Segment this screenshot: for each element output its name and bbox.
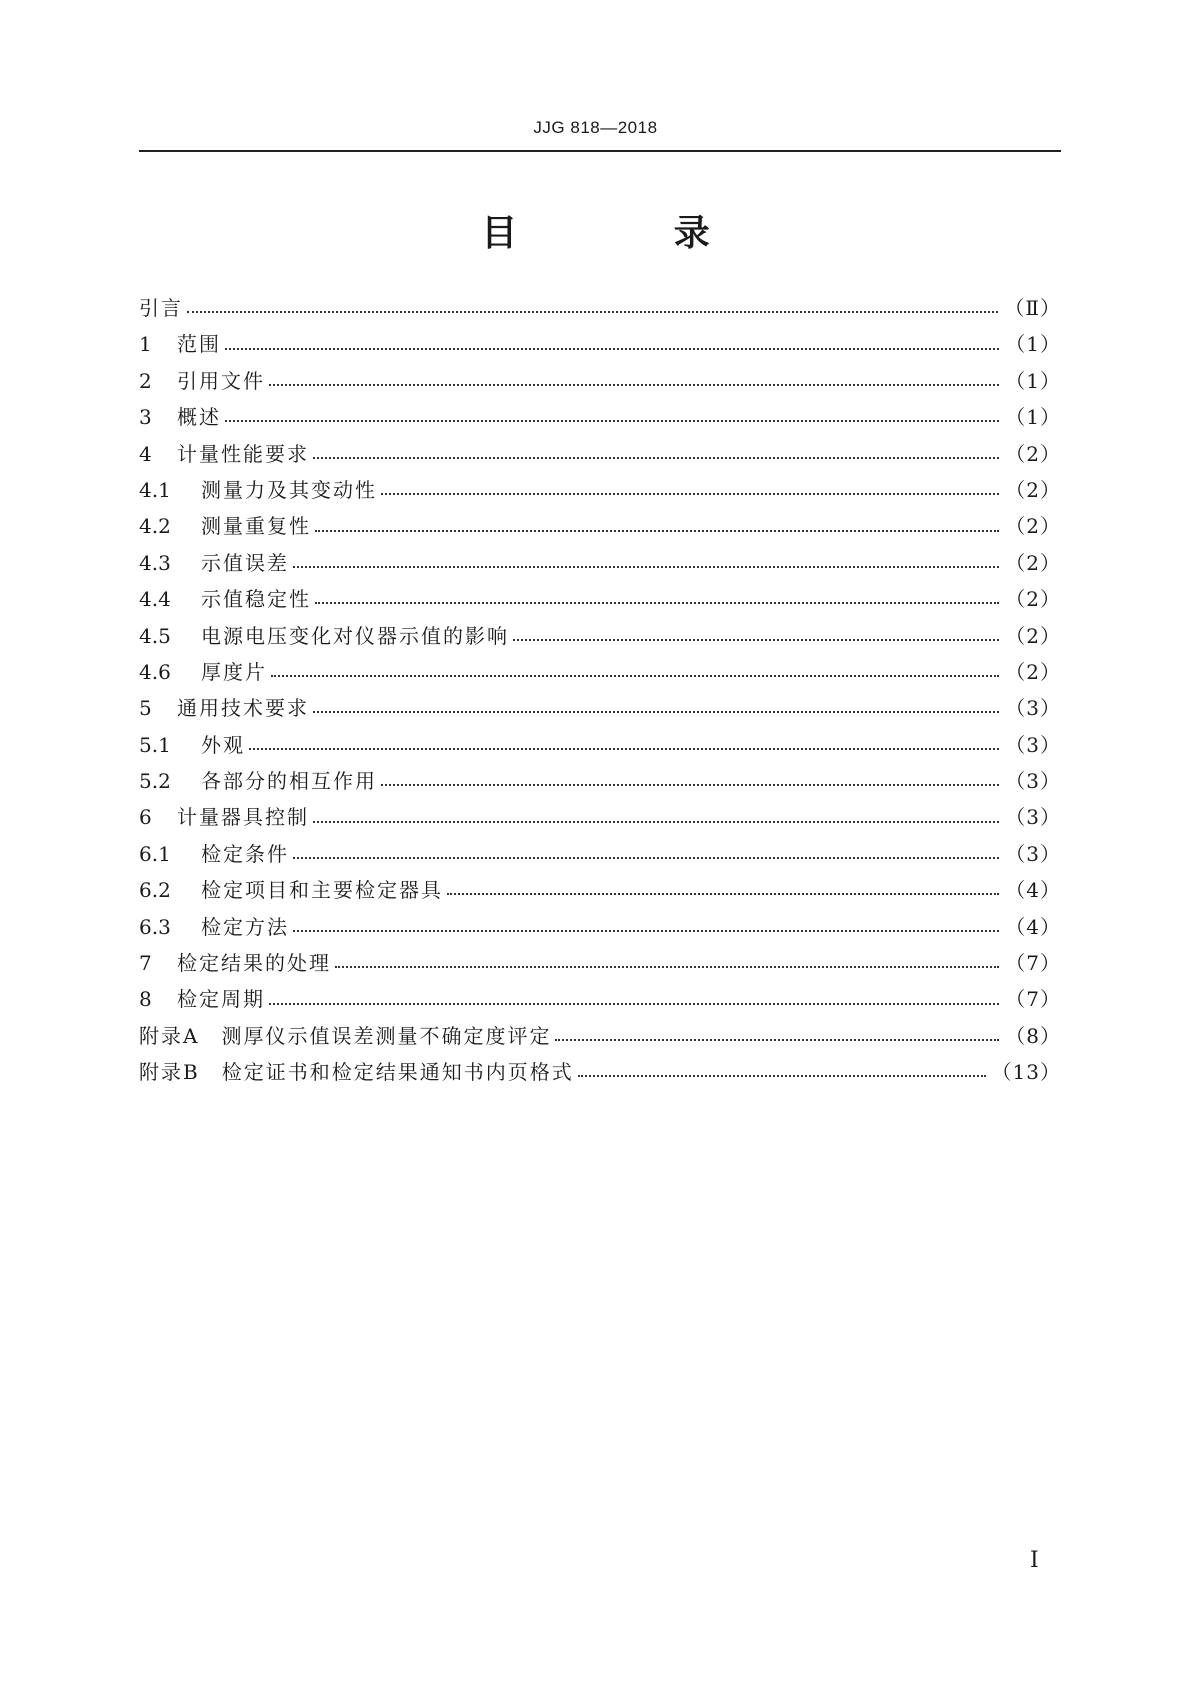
toc-entry-number: 5 [139,696,152,721]
toc-dot-leader [271,675,999,677]
toc-entry-page: （3） [1005,805,1061,830]
toc-entry[interactable] [139,945,1061,981]
toc-dot-leader [381,784,999,786]
toc-entry-title: 检定方法 [201,914,289,939]
toc-entry-number: 4.4 [139,587,171,612]
toc-entry-title: 引用文件 [177,368,265,393]
toc-entry-page: （4） [1005,914,1061,939]
toc-dot-leader [293,930,999,932]
toc-entry-page: （2） [1005,441,1061,466]
toc-dot-leader [578,1075,986,1077]
toc-entry-title: 检定周期 [177,987,265,1012]
toc-dot-leader [447,893,999,895]
toc-entry-page: （2） [1005,587,1061,612]
toc-dot-leader [381,493,999,495]
toc-entry[interactable] [139,618,1061,654]
toc-entry-title: 示值稳定性 [201,587,311,612]
toc-entry-page: （8） [1005,1023,1061,1048]
toc-entry[interactable] [139,836,1061,872]
toc-entry[interactable] [139,981,1061,1017]
toc-entry-number: 4.2 [139,514,171,539]
toc-entry-number: 8 [139,987,152,1012]
toc-entry-page: （2） [1005,514,1061,539]
page-number: Ⅰ [1030,1548,1039,1573]
toc-entry-page: （1） [1005,332,1061,357]
toc-entry[interactable] [139,290,1061,326]
toc-entry-title: 范围 [177,332,221,357]
toc-dot-leader [315,602,999,604]
toc-dot-leader [313,457,999,459]
toc-entry-number: 4.1 [139,477,171,502]
toc-dot-leader [249,748,999,750]
toc-dot-leader [555,1039,999,1041]
toc-entry-title: 检定条件 [201,841,289,866]
toc-entry-title: 概述 [177,405,221,430]
document-header: JJG 818—2018 [533,118,658,137]
toc-dot-leader [313,821,999,823]
toc-entry-title: 示值误差 [201,550,289,575]
toc-entry-page: （13） [991,1060,1061,1085]
toc-entry-title: 检定项目和主要检定器具 [201,878,443,903]
toc-entry-number: 1 [139,332,152,357]
toc-entry-page: （1） [1005,368,1061,393]
toc-entry[interactable] [139,326,1061,362]
toc-entry[interactable] [139,436,1061,472]
toc-entry-number: 6.3 [139,914,171,939]
toc-entry-number: 4 [139,441,152,466]
toc-entry-title: 电源电压变化对仪器示值的影响 [201,623,509,648]
toc-entry-page: （2） [1005,659,1061,684]
toc-entry[interactable] [139,727,1061,763]
toc-entry[interactable] [139,1018,1061,1054]
toc-entry[interactable] [139,399,1061,435]
toc-entry-number: 5.1 [139,732,171,757]
toc-entry[interactable] [139,472,1061,508]
toc-entry-number: 6 [139,805,152,830]
toc-entry-page: （Ⅱ） [1004,296,1061,320]
toc-dot-leader [293,566,999,568]
toc-dot-leader [269,384,999,386]
toc-entry[interactable] [139,690,1061,726]
toc-entry[interactable] [139,909,1061,945]
toc-entry-number: 6.2 [139,878,171,903]
toc-entry[interactable] [139,581,1061,617]
toc-entry-page: （7） [1005,987,1061,1012]
toc-entry[interactable] [139,872,1061,908]
toc-entry-number: 6.1 [139,841,171,866]
toc-entry-title: 检定结果的处理 [177,951,331,976]
toc-entry-number: 2 [139,368,152,393]
toc-entry-page: （2） [1005,623,1061,648]
toc-dot-leader [187,311,998,313]
toc-entry-title: 附录B 检定证书和检定结果通知书内页格式 [139,1060,574,1085]
toc-entry-page: （7） [1005,951,1061,976]
toc-dot-leader [269,1003,999,1005]
toc-entry-number: 5.2 [139,769,171,794]
toc-entry-title: 附录A 测厚仪示值误差测量不确定度评定 [139,1023,552,1048]
toc-entry-number: 4.5 [139,623,171,648]
toc-dot-leader [313,711,999,713]
toc-dot-leader [225,420,999,422]
table-of-contents [139,290,1061,1091]
toc-entry[interactable] [139,508,1061,544]
toc-entry[interactable] [139,799,1061,835]
toc-entry[interactable] [139,654,1061,690]
toc-entry-page: （2） [1005,477,1061,502]
toc-entry-title: 测量力及其变动性 [201,477,377,502]
toc-entry-page: （2） [1005,550,1061,575]
page-title: 目 录 [481,213,782,254]
toc-entry-title: 计量器具控制 [177,805,309,830]
toc-entry-title: 外观 [201,732,245,757]
header-rule [139,150,1061,152]
toc-entry-title: 引言 [139,296,183,320]
toc-entry[interactable] [139,1054,1061,1090]
toc-entry-page: （4） [1005,878,1061,903]
toc-entry-title: 计量性能要求 [177,441,309,466]
toc-dot-leader [225,348,999,350]
toc-entry[interactable] [139,545,1061,581]
toc-entry-number: 4.6 [139,659,171,684]
toc-entry-number: 4.3 [139,550,171,575]
toc-entry-title: 各部分的相互作用 [201,769,377,794]
toc-entry-page: （3） [1005,769,1061,794]
toc-entry-number: 3 [139,405,152,430]
toc-entry-title: 通用技术要求 [177,696,309,721]
toc-dot-leader [293,857,999,859]
toc-entry-page: （3） [1005,696,1061,721]
toc-entry-page: （3） [1005,841,1061,866]
toc-entry-number: 7 [139,951,152,976]
toc-dot-leader [315,530,999,532]
toc-entry-title: 厚度片 [201,659,267,684]
toc-entry[interactable] [139,363,1061,399]
toc-dot-leader [335,966,999,968]
toc-dot-leader [513,639,999,641]
toc-entry[interactable] [139,763,1061,799]
toc-entry-page: （3） [1005,732,1061,757]
toc-entry-title: 测量重复性 [201,514,311,539]
toc-entry-page: （1） [1005,405,1061,430]
